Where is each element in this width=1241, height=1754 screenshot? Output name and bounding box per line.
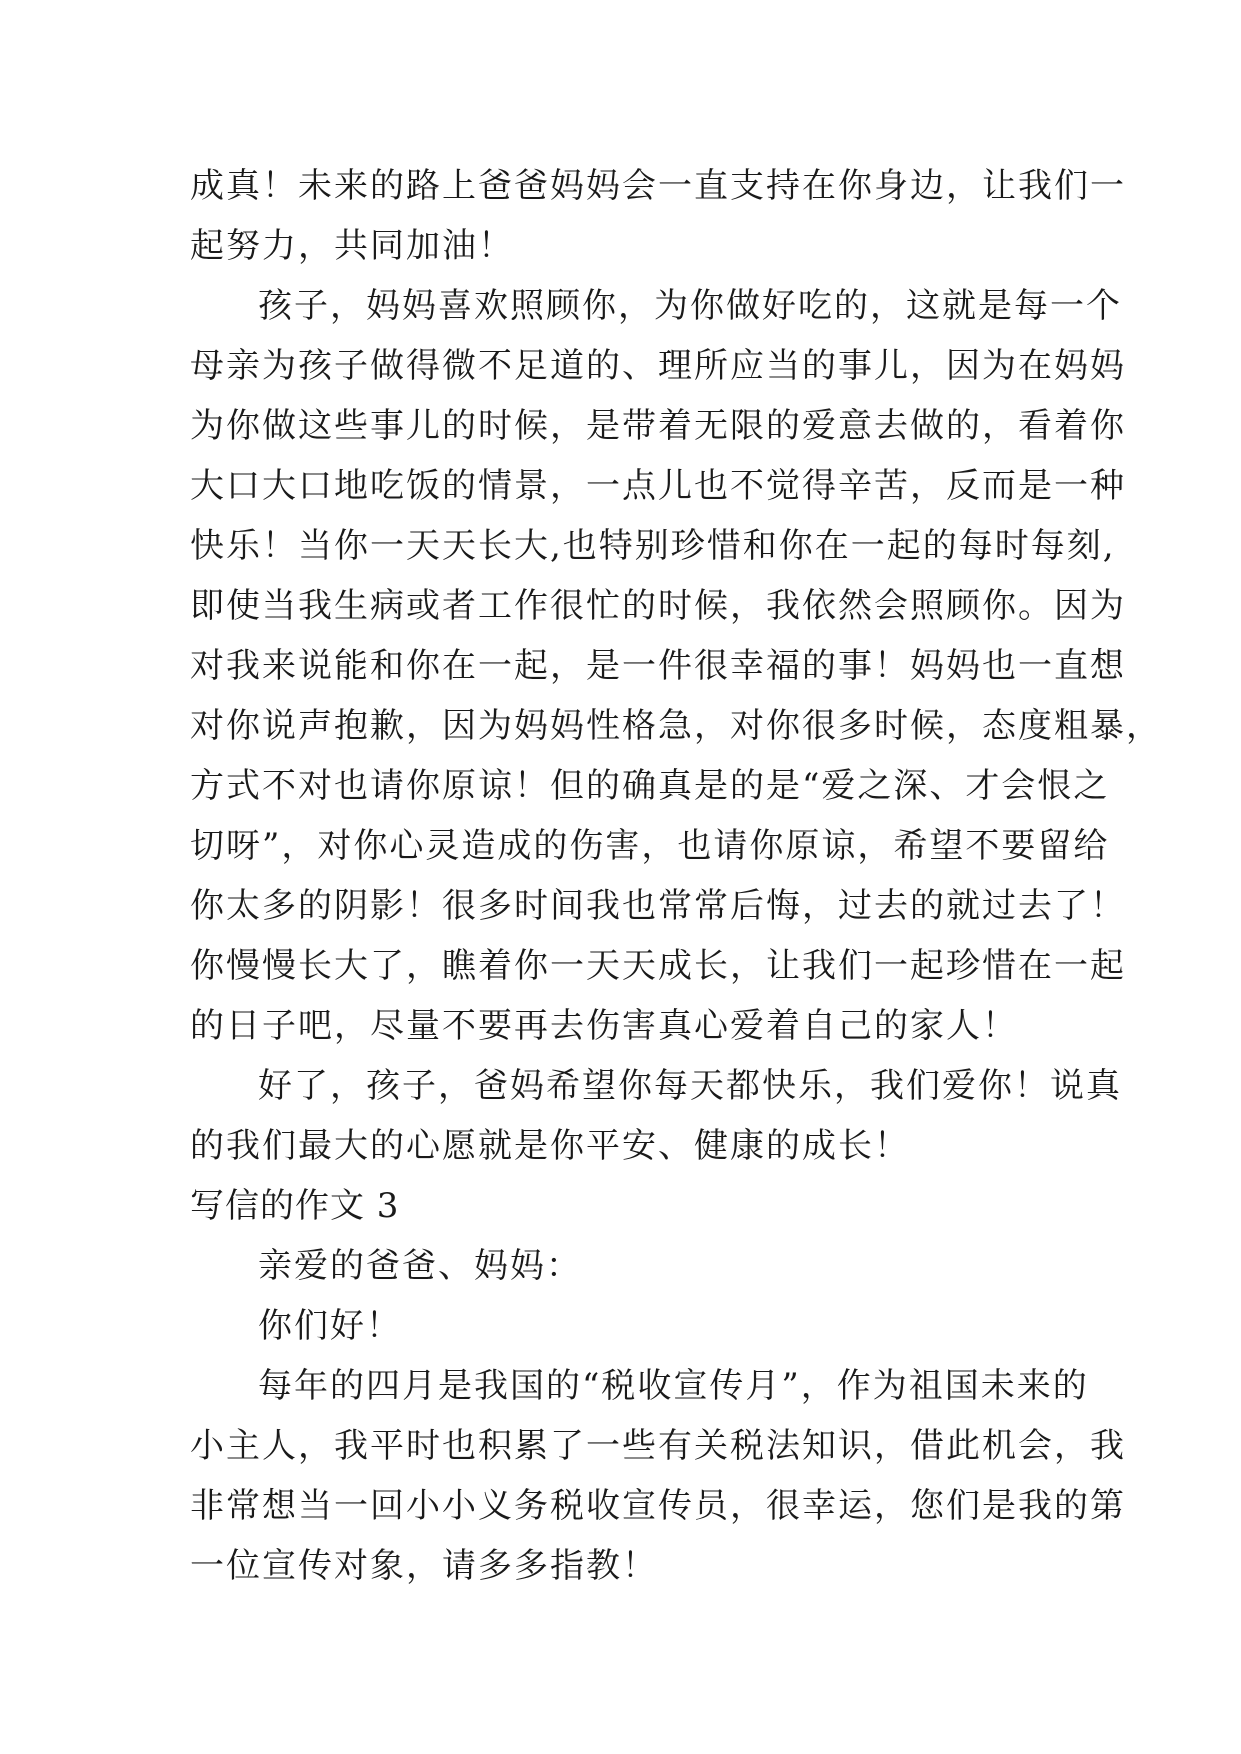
paragraph-line: 孩子，妈妈喜欢照顾你，为你做好吃的，这就是每一个 — [258, 286, 1122, 326]
paragraph-line: 的日子吧，尽量不要再去伤害真心爱着自己的家人！ — [190, 1006, 1018, 1046]
paragraph-line: 成真！未来的路上爸爸妈妈会一直支持在你身边，让我们一 — [190, 166, 1126, 206]
paragraph-line: 对我来说能和你在一起，是一件很幸福的事！妈妈也一直想 — [190, 646, 1126, 686]
letter-line: 一位宣传对象，请多多指教！ — [190, 1546, 658, 1586]
paragraph-line: 对你说声抱歉，因为妈妈性格急，对你很多时候，态度粗暴， — [190, 706, 1162, 746]
paragraph-line: 你太多的阴影！很多时间我也常常后悔，过去的就过去了！ — [190, 886, 1126, 926]
paragraph-line: 即使当我生病或者工作很忙的时候，我依然会照顾你。因为 — [190, 586, 1126, 626]
letter-line: 非常想当一回小小义务税收宣传员，很幸运，您们是我的第 — [190, 1486, 1126, 1526]
paragraph-line: 快乐！当你一天天长大,也特别珍惜和你在一起的每时每刻, — [190, 526, 1116, 566]
paragraph-line: 起努力，共同加油！ — [190, 226, 514, 266]
paragraph-line: 切呀”，对你心灵造成的伤害，也请你原谅，希望不要留给 — [190, 826, 1110, 866]
paragraph-line: 大口大口地吃饭的情景，一点儿也不觉得辛苦，反而是一种 — [190, 466, 1126, 506]
paragraph-line: 为你做这些事儿的时候，是带着无限的爱意去做的，看着你 — [190, 406, 1126, 446]
paragraph-line: 你慢慢长大了，瞧着你一天天成长，让我们一起珍惜在一起 — [190, 946, 1126, 986]
section-heading: 写信的作文 3 — [190, 1186, 400, 1226]
paragraph-line: 好了，孩子，爸妈希望你每天都快乐，我们爱你！说真 — [258, 1066, 1122, 1106]
paragraph-line: 的我们最大的心愿就是你平安、健康的成长！ — [190, 1126, 910, 1166]
letter-salutation: 亲爱的爸爸、妈妈： — [258, 1246, 582, 1286]
paragraph-line: 母亲为孩子做得微不足道的、理所应当的事儿，因为在妈妈 — [190, 346, 1126, 386]
paragraph-line: 方式不对也请你原谅！但的确真是的是“爱之深、才会恨之 — [190, 766, 1110, 806]
document-body — [190, 156, 1162, 1596]
letter-line: 小主人，我平时也积累了一些有关税法知识，借此机会，我 — [190, 1426, 1126, 1466]
letter-line: 每年的四月是我国的“税收宣传月”，作为祖国未来的 — [258, 1366, 1089, 1406]
letter-greeting: 你们好！ — [258, 1306, 402, 1346]
